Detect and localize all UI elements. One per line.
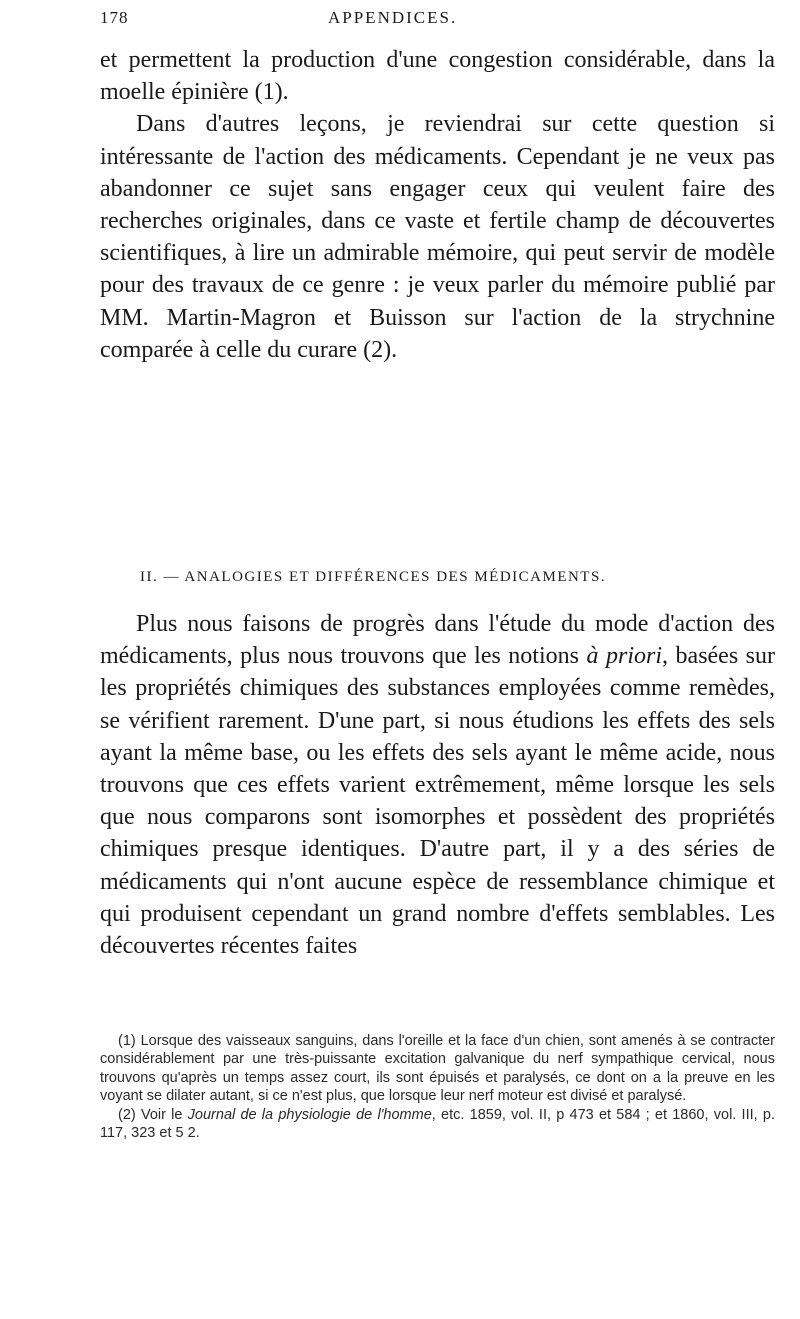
- paragraph: Dans d'autres leçons, je reviendrai sur cette question si intéressante de l'action des médicaments. Cependant je ne veux pas abandonner ce sujet sans engager ceux qui veulent faire des recherches originales, dans ce vaste et fertile champ de découvertes scientifiques, à lire un admirable mémoire, qui peut servir de modèle pour des travaux de ce genre : je veux parler du mémoire publié par MM. Martin-Magron et Buisson sur l'action de la strychnine comparée à celle du curare (2).: [100, 111, 775, 363]
- body-text-upper: [100, 44, 775, 366]
- footnotes: [100, 1032, 775, 1142]
- footnote-text: (2) Voir le: [118, 1106, 188, 1123]
- paragraph-text: Plus nous faisons de progrès dans l'étude du mode d'action des médicaments, plus nous trouvons que les notions: [100, 611, 775, 670]
- italic-term: à priori: [586, 643, 663, 670]
- footnote-2: [100, 1106, 775, 1143]
- running-head: [100, 8, 780, 32]
- running-title: APPENDICES.: [328, 8, 458, 27]
- page-number: 178: [100, 8, 129, 27]
- paragraph-continuation: et permettent la production d'une congestion considérable, dans la moelle épinière (1).: [100, 47, 775, 106]
- paragraph: [100, 608, 775, 962]
- paragraph-text: , basées sur les propriétés chimiques des substances employées comme remèdes, se vérifient rarement. D'une part, si nous étudions les effets des sels ayant la même base, ou les effets des sels ayant le même acide, nous trouvons que ces effets varient extrêmement, même lorsque les sels que nous comparons sont isomorphes et possèdent des propriétés chimiques presque identiques. D'autre part, il y a des séries de médicaments qui n'ont aucune espèce de ressemblance chimique et qui produisent cependant un grand nombre d'effets semblables. Les découvertes récentes faites: [100, 643, 776, 960]
- footnote-text: , etc. 1859, vol. II, p 473 et 584 ; et 1860, vol. III, p. 117, 323 et 5 2.: [100, 1106, 775, 1142]
- journal-title: Journal de la physiologie de l'homme: [187, 1106, 432, 1123]
- section-heading: II. — ANALOGIES ET DIFFÉRENCES DES MÉDICAMENTS.: [140, 569, 607, 585]
- footnote-1: (1) Lorsque des vaisseaux sanguins, dans l'oreille et la face d'un chien, sont amenés à se contracter considérablement par une très-puissante excitation galvanique du nerf sympathique cervical, nous trouvons qu'après un temps assez court, ils sont épuisés et paralysés, ce dont on a la preuve en les voyant se dilater autant, si ce n'est plus, que lorsque leur nerf moteur est divisé et paralysé.: [100, 1033, 775, 1105]
- body-text-lower: [100, 608, 775, 962]
